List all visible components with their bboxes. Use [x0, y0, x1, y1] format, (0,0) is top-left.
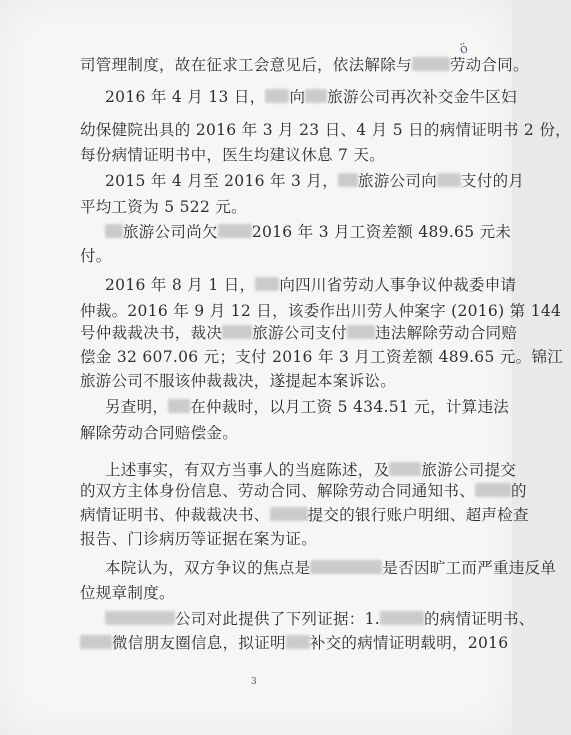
redaction-mark — [265, 89, 289, 103]
redaction-mark — [80, 635, 112, 649]
text-line: 另查明， 在仲裁时，以月工资 5 434.51 元，计算违法 — [105, 398, 510, 416]
corner-handwritten-mark: ö — [458, 41, 470, 58]
text-line: 病情证明书、仲裁裁决书、 提交的银行账户明细、超声检查 — [80, 506, 529, 524]
text-line: 偿金 32 607.06 元；支付 2016 年 3 月工资差额 489.65 元。锦江 — [80, 348, 564, 366]
redaction-mark — [105, 224, 123, 238]
text-line: 公司对此提供了下列证据：1. 的病情证明书、 — [105, 609, 535, 629]
text-line: 2015 年 4 月至 2016 年 3 月， 旅游公司向 支付的月 — [105, 172, 525, 190]
redaction-mark — [270, 507, 308, 521]
redaction-mark — [286, 635, 310, 649]
redaction-mark — [168, 399, 190, 413]
redaction-mark — [105, 611, 175, 625]
text-line: 本院认为，双方争议的焦点是 是否因旷工而严重违反单 — [105, 559, 557, 577]
redaction-mark — [347, 325, 375, 339]
redaction-mark — [218, 224, 252, 238]
text-line: 旅游公司尚欠 2016 年 3 月工资差额 489.65 元未 — [105, 222, 511, 242]
text-line: 2016 年 4 月 13 日， 向 旅游公司再次补交金牛区妇 — [105, 88, 517, 106]
redaction-mark — [222, 325, 252, 339]
redaction-mark — [255, 277, 279, 291]
redaction-mark — [437, 173, 461, 187]
redaction-mark — [380, 611, 424, 625]
text-line: 2016 年 8 月 1 日， 向四川省劳动人事争议仲裁委申请 — [105, 276, 517, 294]
redaction-mark — [338, 173, 358, 187]
text-line: 解除劳动合同赔偿金。 — [80, 424, 239, 442]
text-line: 司管理制度，故在征求工会意见后，依法解除与 劳动合同。 — [80, 56, 529, 74]
redaction-mark — [389, 462, 421, 476]
redaction-mark — [305, 89, 327, 103]
text-line: 的双方主体身份信息、劳动合同、解除劳动合同通知书、 的 — [80, 482, 527, 500]
redaction-mark — [310, 560, 382, 574]
text-line: 付。 — [80, 247, 112, 265]
text-line: 上述事实，有双方当事人的当庭陈述，及 旅游公司提交 — [105, 461, 517, 479]
text-line: 微信朋友圈信息，拟证明 补交的病情证明载明，2016 — [80, 633, 508, 653]
text-line: 幼保健院出具的 2016 年 3 月 23 日、4 月 5 日的病情证明书 2 份， — [80, 121, 571, 139]
text-line: 号仲裁裁决书，裁决 旅游公司支付 违法解除劳动合同赔 — [80, 324, 518, 342]
text-line: 旅游公司不服该仲裁裁决，遂提起本案诉讼。 — [80, 372, 397, 390]
page-number: 3 — [251, 677, 257, 687]
text-line: 报告、门诊病历等证据在案为证。 — [80, 530, 318, 548]
redaction-mark — [475, 483, 511, 497]
text-line: 平均工资为 5 522 元。 — [80, 198, 247, 216]
text-line: 位规章制度。 — [80, 584, 175, 602]
text-line: 仲裁。2016 年 9 月 12 日，该委作出川劳人仲案字 (2016) 第 144 — [80, 302, 562, 320]
redaction-mark — [412, 57, 450, 71]
text-line: 每份病情证明书中，医生均建议休息 7 天。 — [80, 146, 386, 164]
